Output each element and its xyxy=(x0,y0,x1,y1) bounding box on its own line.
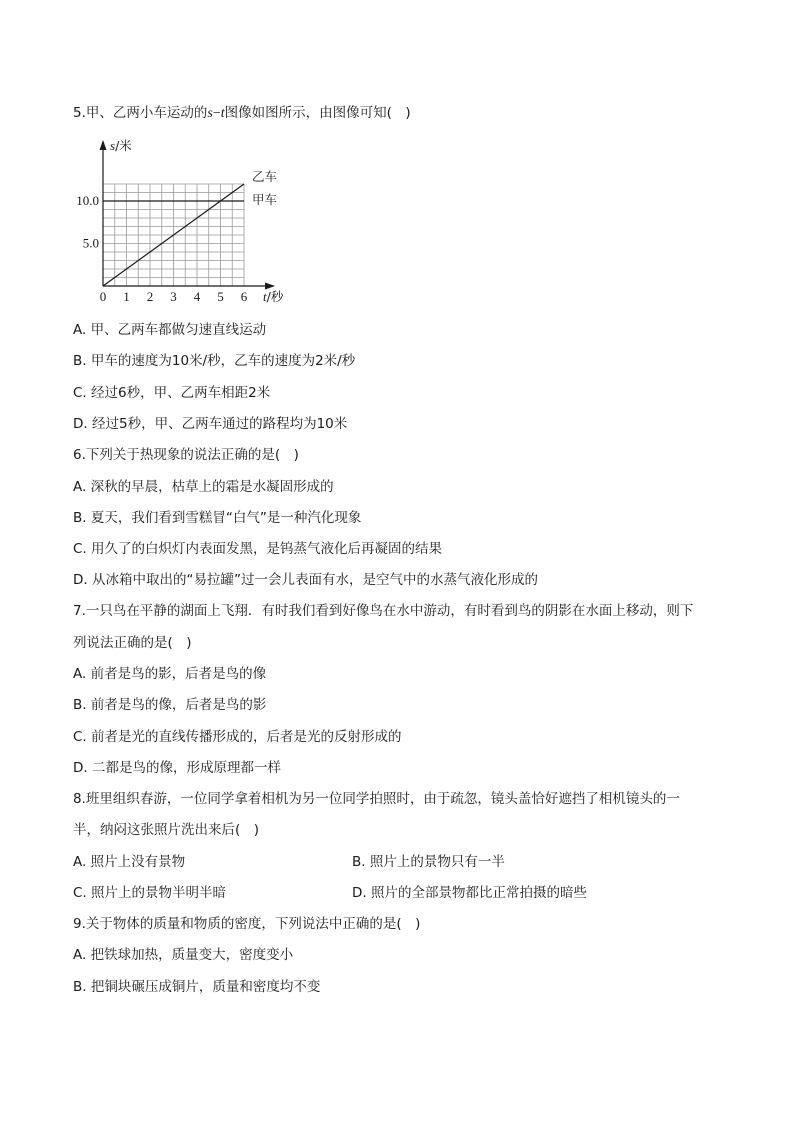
x-tick-label: 1 xyxy=(123,289,130,304)
series-label: 甲车 xyxy=(252,192,278,207)
question-number: 5. xyxy=(73,105,86,121)
x-tick-label: 4 xyxy=(193,289,201,304)
x-tick-label: 5 xyxy=(217,289,224,304)
option-5c: C. 经过6秒，甲、乙两车相距2米 xyxy=(73,385,271,401)
option-8c: C. 照片上的景物半明半暗 xyxy=(73,885,227,901)
option-8a: A. 照片上没有景物 xyxy=(73,854,186,870)
option-5a: A. 甲、乙两车都做匀速直线运动 xyxy=(73,322,267,338)
graph-axes xyxy=(100,140,276,290)
graph-labels xyxy=(76,138,284,304)
option-6c: C. 用久了的白炽灯内表面发黑，是钨蒸气液化后再凝固的结果 xyxy=(73,541,443,557)
y-axis-arrow xyxy=(100,140,107,150)
option-6d: D. 从冰箱中取出的“易拉罐”过一会儿表面有水，是空气中的水蒸气液化形成的 xyxy=(73,572,538,588)
question-7-stem: 7.一只鸟在平静的湖面上飞翔．有时我们看到好像鸟在水中游动，有时看到鸟的阴影在水面上移动，则下 xyxy=(73,603,694,619)
question-8-stem: 8.班里组织春游，一位同学拿着相机为另一位同学拍照时，由于疏忽，镜头盖恰好遮挡了相机镜头的一 xyxy=(73,791,680,807)
question-7-stem-cont: 列说法正确的是( ) xyxy=(73,635,192,651)
x-tick-label: 2 xyxy=(146,289,154,304)
option-6b: B. 夏天，我们看到雪糕冒“白气”是一种汽化现象 xyxy=(73,510,362,526)
series-label: 乙车 xyxy=(252,169,278,184)
option-6a: A. 深秋的早晨，枯草上的霜是水凝固形成的 xyxy=(73,479,334,495)
option-9b: B. 把铜块碾压成铜片，质量和密度均不变 xyxy=(73,979,321,995)
question-6-stem: 6.下列关于热现象的说法正确的是( ) xyxy=(73,447,299,463)
option-7a: A. 前者是鸟的影，后者是鸟的像 xyxy=(73,666,267,682)
option-8b: B. 照片上的景物只有一半 xyxy=(352,854,505,870)
x-tick-label: 3 xyxy=(170,289,177,304)
question-8-stem-cont: 半，纳闷这张照片洗出来后( ) xyxy=(73,822,260,838)
y-tick-label: 5.0 xyxy=(82,235,99,251)
option-5d: D. 经过5秒，甲、乙两车通过的路程均为10米 xyxy=(73,416,348,432)
option-7d: D. 二都是鸟的像，形成原理都一样 xyxy=(73,760,281,776)
x-axis-label: t/秒 xyxy=(263,289,284,304)
question-5-stem: 5.甲、乙两小车运动的s−t图像如图所示，由图像可知( ) xyxy=(73,105,411,121)
option-8d: D. 照片的全部景物都比正常拍摄的暗些 xyxy=(352,885,587,901)
y-axis-label: s/米 xyxy=(110,138,132,153)
option-7b: B. 前者是鸟的像，后者是鸟的影 xyxy=(73,697,267,713)
x-tick-label: 6 xyxy=(240,289,248,304)
y-tick-label: 10.0 xyxy=(76,193,99,208)
s-t-graph xyxy=(73,130,303,310)
option-5b: B. 甲车的速度为10米/秒，乙车的速度为2米/秒 xyxy=(73,353,356,369)
option-9a: A. 把铁球加热，质量变大，密度变小 xyxy=(73,947,294,963)
x-tick-label: 0 xyxy=(99,289,107,304)
question-9-stem: 9.关于物体的质量和物质的密度，下列说法中正确的是( ) xyxy=(73,916,421,932)
option-7c: C. 前者是光的直线传播形成的，后者是光的反射形成的 xyxy=(73,729,402,745)
